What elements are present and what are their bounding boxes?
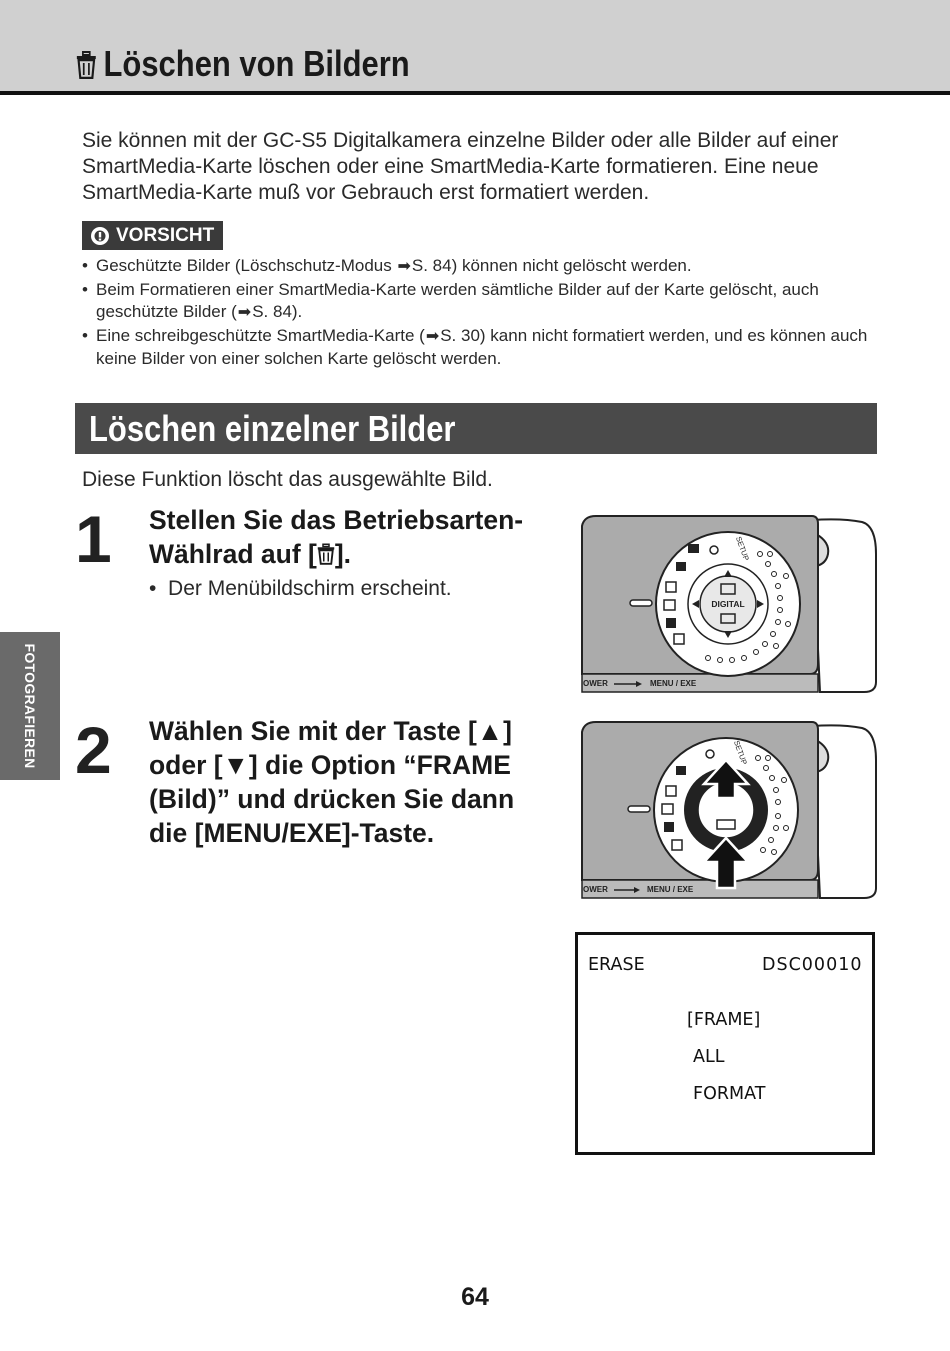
page-number: 64 <box>461 1283 489 1311</box>
menu-exe-label: MENU / EXE <box>647 885 694 894</box>
caution-icon <box>90 226 110 246</box>
caution-text: Eine schreibgeschützte SmartMedia-Karte ( <box>96 325 425 345</box>
digital-label: DIGITAL <box>711 599 745 609</box>
lcd-option-format[interactable]: FORMAT <box>693 1084 766 1104</box>
list-item <box>82 279 882 325</box>
lcd-option-frame[interactable]: [FRAME] <box>687 1010 761 1030</box>
caution-text: S. 84). <box>252 302 303 321</box>
step-bullet: • Der Menübildschirm erscheint. <box>149 577 452 600</box>
lcd-title: ERASE <box>588 955 645 975</box>
caution-text: S. 30) kann nicht formatiert werden, und es können auch keine Bilder von einer solchen Karte gelöscht werden. <box>96 325 868 368</box>
camera-dial-illustration <box>580 514 878 694</box>
caution-badge <box>82 221 223 250</box>
side-tab-label: FOTOGRAFIEREN <box>22 643 38 769</box>
step-heading <box>149 503 569 573</box>
power-label: OWER <box>583 885 608 894</box>
trash-icon <box>317 539 335 573</box>
caution-text: S. 84) können nicht gelöscht werden. <box>411 256 692 275</box>
setup-label: SETUP <box>731 739 749 766</box>
arrow-right-icon: ➡ <box>397 258 411 275</box>
trash-icon <box>76 45 97 89</box>
menu-exe-label: MENU / EXE <box>650 679 697 688</box>
page-title-text: Löschen von Bildern <box>103 43 410 84</box>
step-heading-text: ] die Option “FRAME <box>248 750 511 780</box>
section-title: Löschen einzelner Bilder <box>89 408 456 449</box>
step-number: 1 <box>75 502 112 576</box>
list-item <box>82 325 882 371</box>
intro-paragraph: Sie können mit der GC-S5 Digitalkamera einzelne Bilder oder alle Bilder auf einer SmartMedia-Karte löschen oder eine SmartMedia-Karte formatieren. Eine neue SmartMedia-Karte muß vor Gebrauch erst formatiert werden. <box>82 129 839 204</box>
step-number: 2 <box>75 713 112 787</box>
step-heading-text: oder [ <box>149 750 223 780</box>
step-heading-text: (Bild)” und drücken Sie dann <box>149 784 515 814</box>
list-item <box>82 255 882 279</box>
step-heading-text: Wählen Sie mit der Taste [ <box>149 716 477 746</box>
lcd-menu-screen <box>575 932 875 1155</box>
caution-text: Beim Formatieren einer SmartMedia-Karte werden sämtliche Bilder auf der Karte gelöscht, auch geschützte Bilder ( <box>96 279 819 321</box>
step-heading-text: ] <box>503 716 512 746</box>
step-bullet-text: Der Menübildschirm erscheint. <box>168 577 452 600</box>
arrow-right-icon: ➡ <box>237 304 252 321</box>
setup-label: SETUP <box>733 535 751 562</box>
power-label: OWER <box>583 679 608 688</box>
arrow-down-icon: ▼ <box>222 750 249 780</box>
lcd-option-all[interactable]: ALL <box>693 1047 725 1067</box>
page-title <box>76 42 410 89</box>
arrow-right-icon: ➡ <box>425 327 440 345</box>
step-heading <box>149 714 559 850</box>
caution-list <box>82 255 882 371</box>
caution-text: Geschützte Bilder (Löschschutz-Modus <box>96 256 397 275</box>
section-description: Diese Funktion löscht das ausgewählte Bild. <box>82 468 493 491</box>
step-heading-text: die [MENU/EXE]-Taste. <box>149 818 435 848</box>
arrow-up-icon: ▲ <box>476 716 504 746</box>
camera-arrow-illustration <box>580 720 878 900</box>
lcd-file-name: DSC00010 <box>762 955 863 975</box>
caution-label: VORSICHT <box>116 225 215 246</box>
step-heading-text: ]. <box>334 539 352 569</box>
step-heading-text: Stellen Sie das Betriebsarten-Wählrad auf [ <box>149 505 524 569</box>
